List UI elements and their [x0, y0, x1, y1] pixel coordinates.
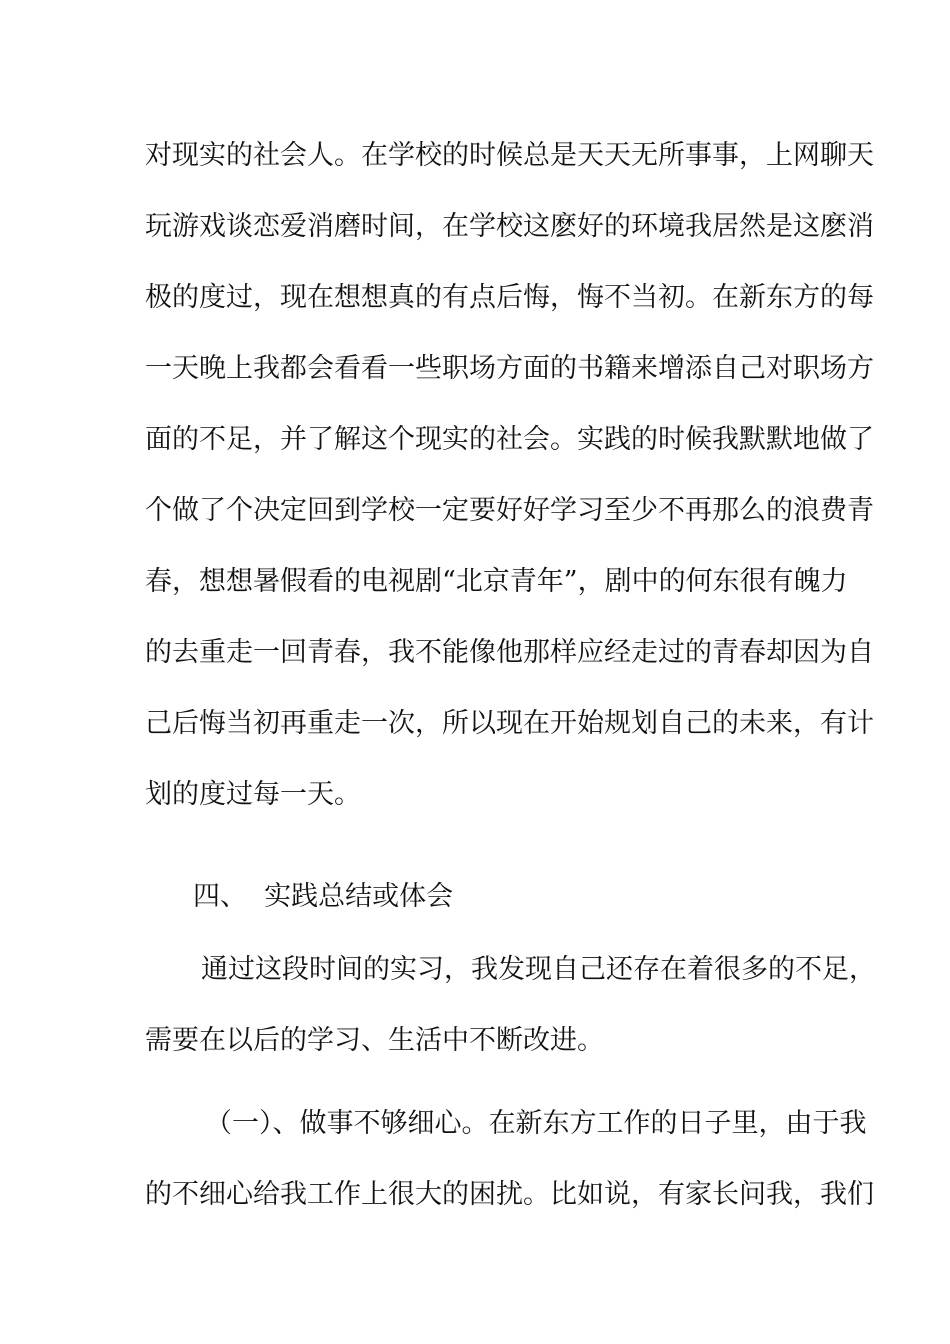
paragraph-line: 面的不足，并了解这个现实的社会。实践的时候我默默地做了 — [145, 424, 874, 455]
paragraph-line: 的去重走一回青春，我不能像他那样应经走过的青春却因为自 — [145, 637, 874, 668]
paragraph-line: 己后悔当初再重走一次，所以现在开始规划自己的未来，有计 — [145, 708, 874, 739]
paragraph-line: 一天晚上我都会看看一些职场方面的书籍来增添自己对职场方 — [145, 353, 874, 384]
paragraph-line: 通过这段时间的实习，我发现自己还存在着很多的不足， — [201, 954, 876, 985]
paragraph-line-last: 需要在以后的学习、生活中不断改进。 — [145, 1025, 604, 1056]
paragraph-line: 玩游戏谈恋爱消磨时间，在学校这麽好的环境我居然是这麽消 — [145, 211, 874, 242]
section-heading: 四、 实践总结或体会 — [193, 881, 454, 912]
paragraph-line-last: 划的度过每一天。 — [145, 779, 361, 810]
paragraph-line: 个做了个决定回到学校一定要好好学习至少不再那么的浪费青 — [145, 495, 874, 526]
paragraph-line: 的不细心给我工作上很大的困扰。比如说，有家长问我，我们 — [145, 1179, 874, 1210]
paragraph-line: 春，想想暑假看的电视剧“北京青年”，剧中的何东很有魄力 — [145, 566, 848, 597]
paragraph-line: 极的度过，现在想想真的有点后悔，悔不当初。在新东方的每 — [145, 282, 874, 313]
paragraph-line: 对现实的社会人。在学校的时候总是天天无所事事，上网聊天 — [145, 140, 874, 171]
paragraph-line: （一）、做事不够细心。在新东方工作的日子里，由于我 — [205, 1108, 867, 1139]
